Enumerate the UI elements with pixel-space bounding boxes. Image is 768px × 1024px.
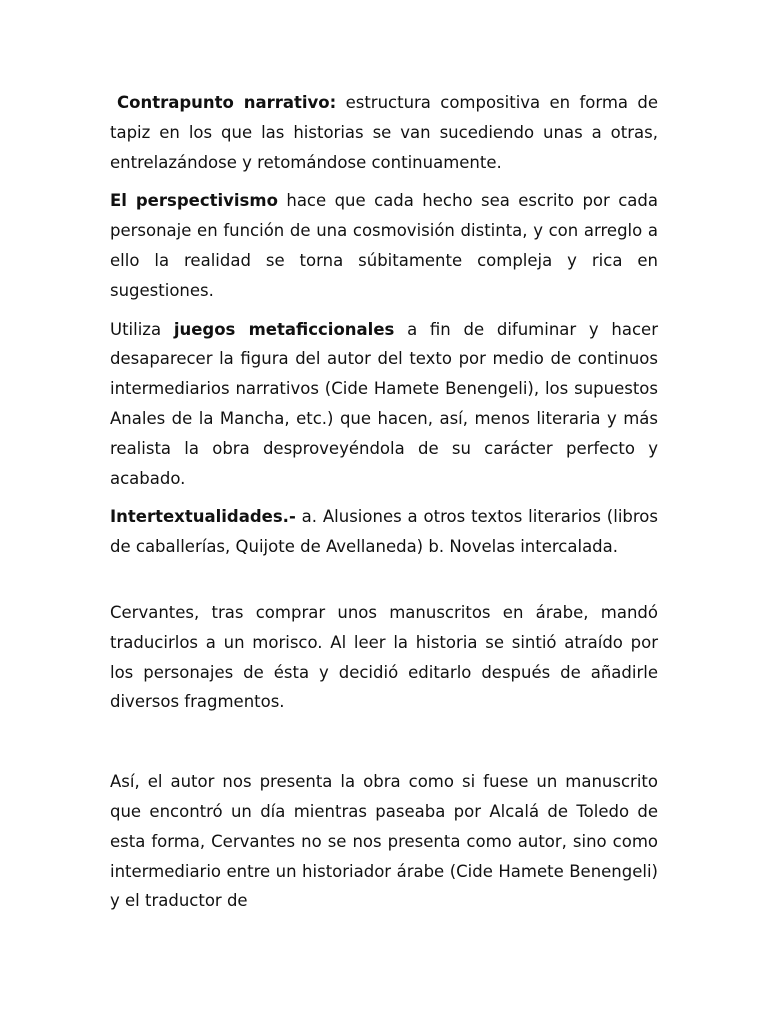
paragraph-text: a. Alusiones a otros textos literarios (libros de caballerías, Quijote de Avellaneda) b. Novelas intercalada. xyxy=(110,507,658,557)
paragraph-metaficcion xyxy=(110,315,658,494)
paragraph-prefix: Utiliza xyxy=(110,319,174,339)
paragraph-perspectivismo xyxy=(110,186,658,305)
paragraph-text: hace que cada hecho sea escrito por cada personaje en función de una cosmovisión distinta, y con arreglo a ello la realidad se torna súbitamente compleja y rica en sugestiones. xyxy=(110,191,659,300)
paragraph-cervantes xyxy=(110,598,658,717)
paragraph-text: Cervantes, tras comprar unos manuscritos en árabe, mandó traducirlos a un morisco. Al leer la historia se sintió atraído por los personajes de ésta y decidió editarlo después de añadirle diversos fragmentos. xyxy=(110,602,658,712)
paragraph-contrapunto xyxy=(110,88,658,177)
paragraph-intertextualidades xyxy=(110,502,658,562)
term-contrapunto-narrativo: Contrapunto narrativo: xyxy=(117,93,337,112)
paragraph-text: a fin de difuminar y hacer desaparecer la figura del autor del texto por medio de continuos intermediarios narrativos (Cide Hamete Benengeli), los supuestos Anales de la Mancha, etc.) que hacen, así, menos literaria y más realista la obra desproveyéndola de su carácter perfecto y acabado. xyxy=(110,319,658,488)
term-juegos-metaficcionales: juegos metaficcionales xyxy=(173,319,395,339)
paragraph-text: estructura compositiva en forma de tapiz en los que las historias se van sucediendo unas a otras, entrelazándose y retomándose continuamente. xyxy=(110,93,658,172)
term-intertextualidades: Intertextualidades.- xyxy=(110,507,296,527)
paragraph-text: Así, el autor nos presenta la obra como si fuese un manuscrito que encontró un día mientras paseaba por Alcalá de Toledo de esta forma, Cervantes no se nos presenta como autor, sino como intermediario entre un historiador árabe (Cide Hamete Benengeli) y el traductor de xyxy=(110,772,658,911)
paragraph-autor xyxy=(110,767,658,916)
document-body xyxy=(110,88,658,925)
term-perspectivismo: El perspectivismo xyxy=(110,191,278,211)
